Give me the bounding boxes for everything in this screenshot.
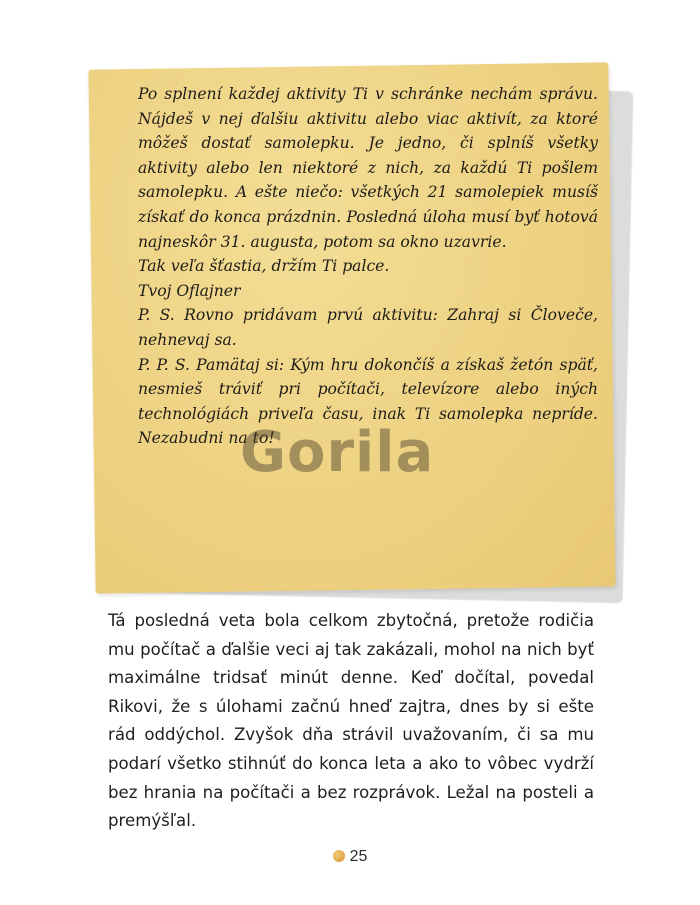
page-footer — [0, 848, 700, 866]
note-paragraph-luck: Tak veľa šťastia, držím Ti palce. — [138, 257, 390, 276]
page-number: 25 — [349, 848, 368, 865]
note-signature: Tvoj Oflajner — [138, 281, 241, 300]
coin-icon — [333, 850, 345, 862]
note-post-postscript: P. P. S. Pamätaj si: Kým hru dokončíš a získaš žetón späť, nesmieš tráviť pri počítači, televízore alebo iných technológiách priveľa času, inak Ti samolepka nepríde. Nezabudni na to! — [138, 355, 598, 448]
note-paragraph-main: Po splnení každej aktivity Ti v schránke nechám správu. Nájdeš v nej ďalšiu aktivitu alebo viac aktivít, za ktoré môžeš dostať samolepku. Je jedno, či splníš všetky aktivity alebo len niektoré z nich, za každú Ti pošlem samolepku. A ešte niečo: všetkých 21 samolepiek musíš získať do konca prázdnin. Posledná úloha musí byť hotová najneskôr 31. augusta, potom sa okno uzavrie. — [138, 85, 598, 251]
note-postscript: P. S. Rovno pridávam prvú aktivitu: Zahraj si Človeče, nehnevaj sa. — [138, 306, 598, 349]
body-paragraph: Tá posledná veta bola celkom zbytočná, pretože rodičia mu počítač a ďalšie veci aj tak zakázali, mohol na nich byť maximálne tridsať minút denne. Keď dočítal, povedal Rikovi, že s úlohami začnú hneď zajtra, dnes by si ešte rád oddýchol. Zvyšok dňa strávil uvažovaním, či sa mu podarí všetko stihnúť do konca leta a ako to vôbec vydrží bez hrania na počítači a bez rozprávok. Ležal na posteli a premýšľal. — [108, 611, 594, 831]
note-text — [138, 82, 598, 451]
watermark: Gorila — [240, 420, 435, 485]
